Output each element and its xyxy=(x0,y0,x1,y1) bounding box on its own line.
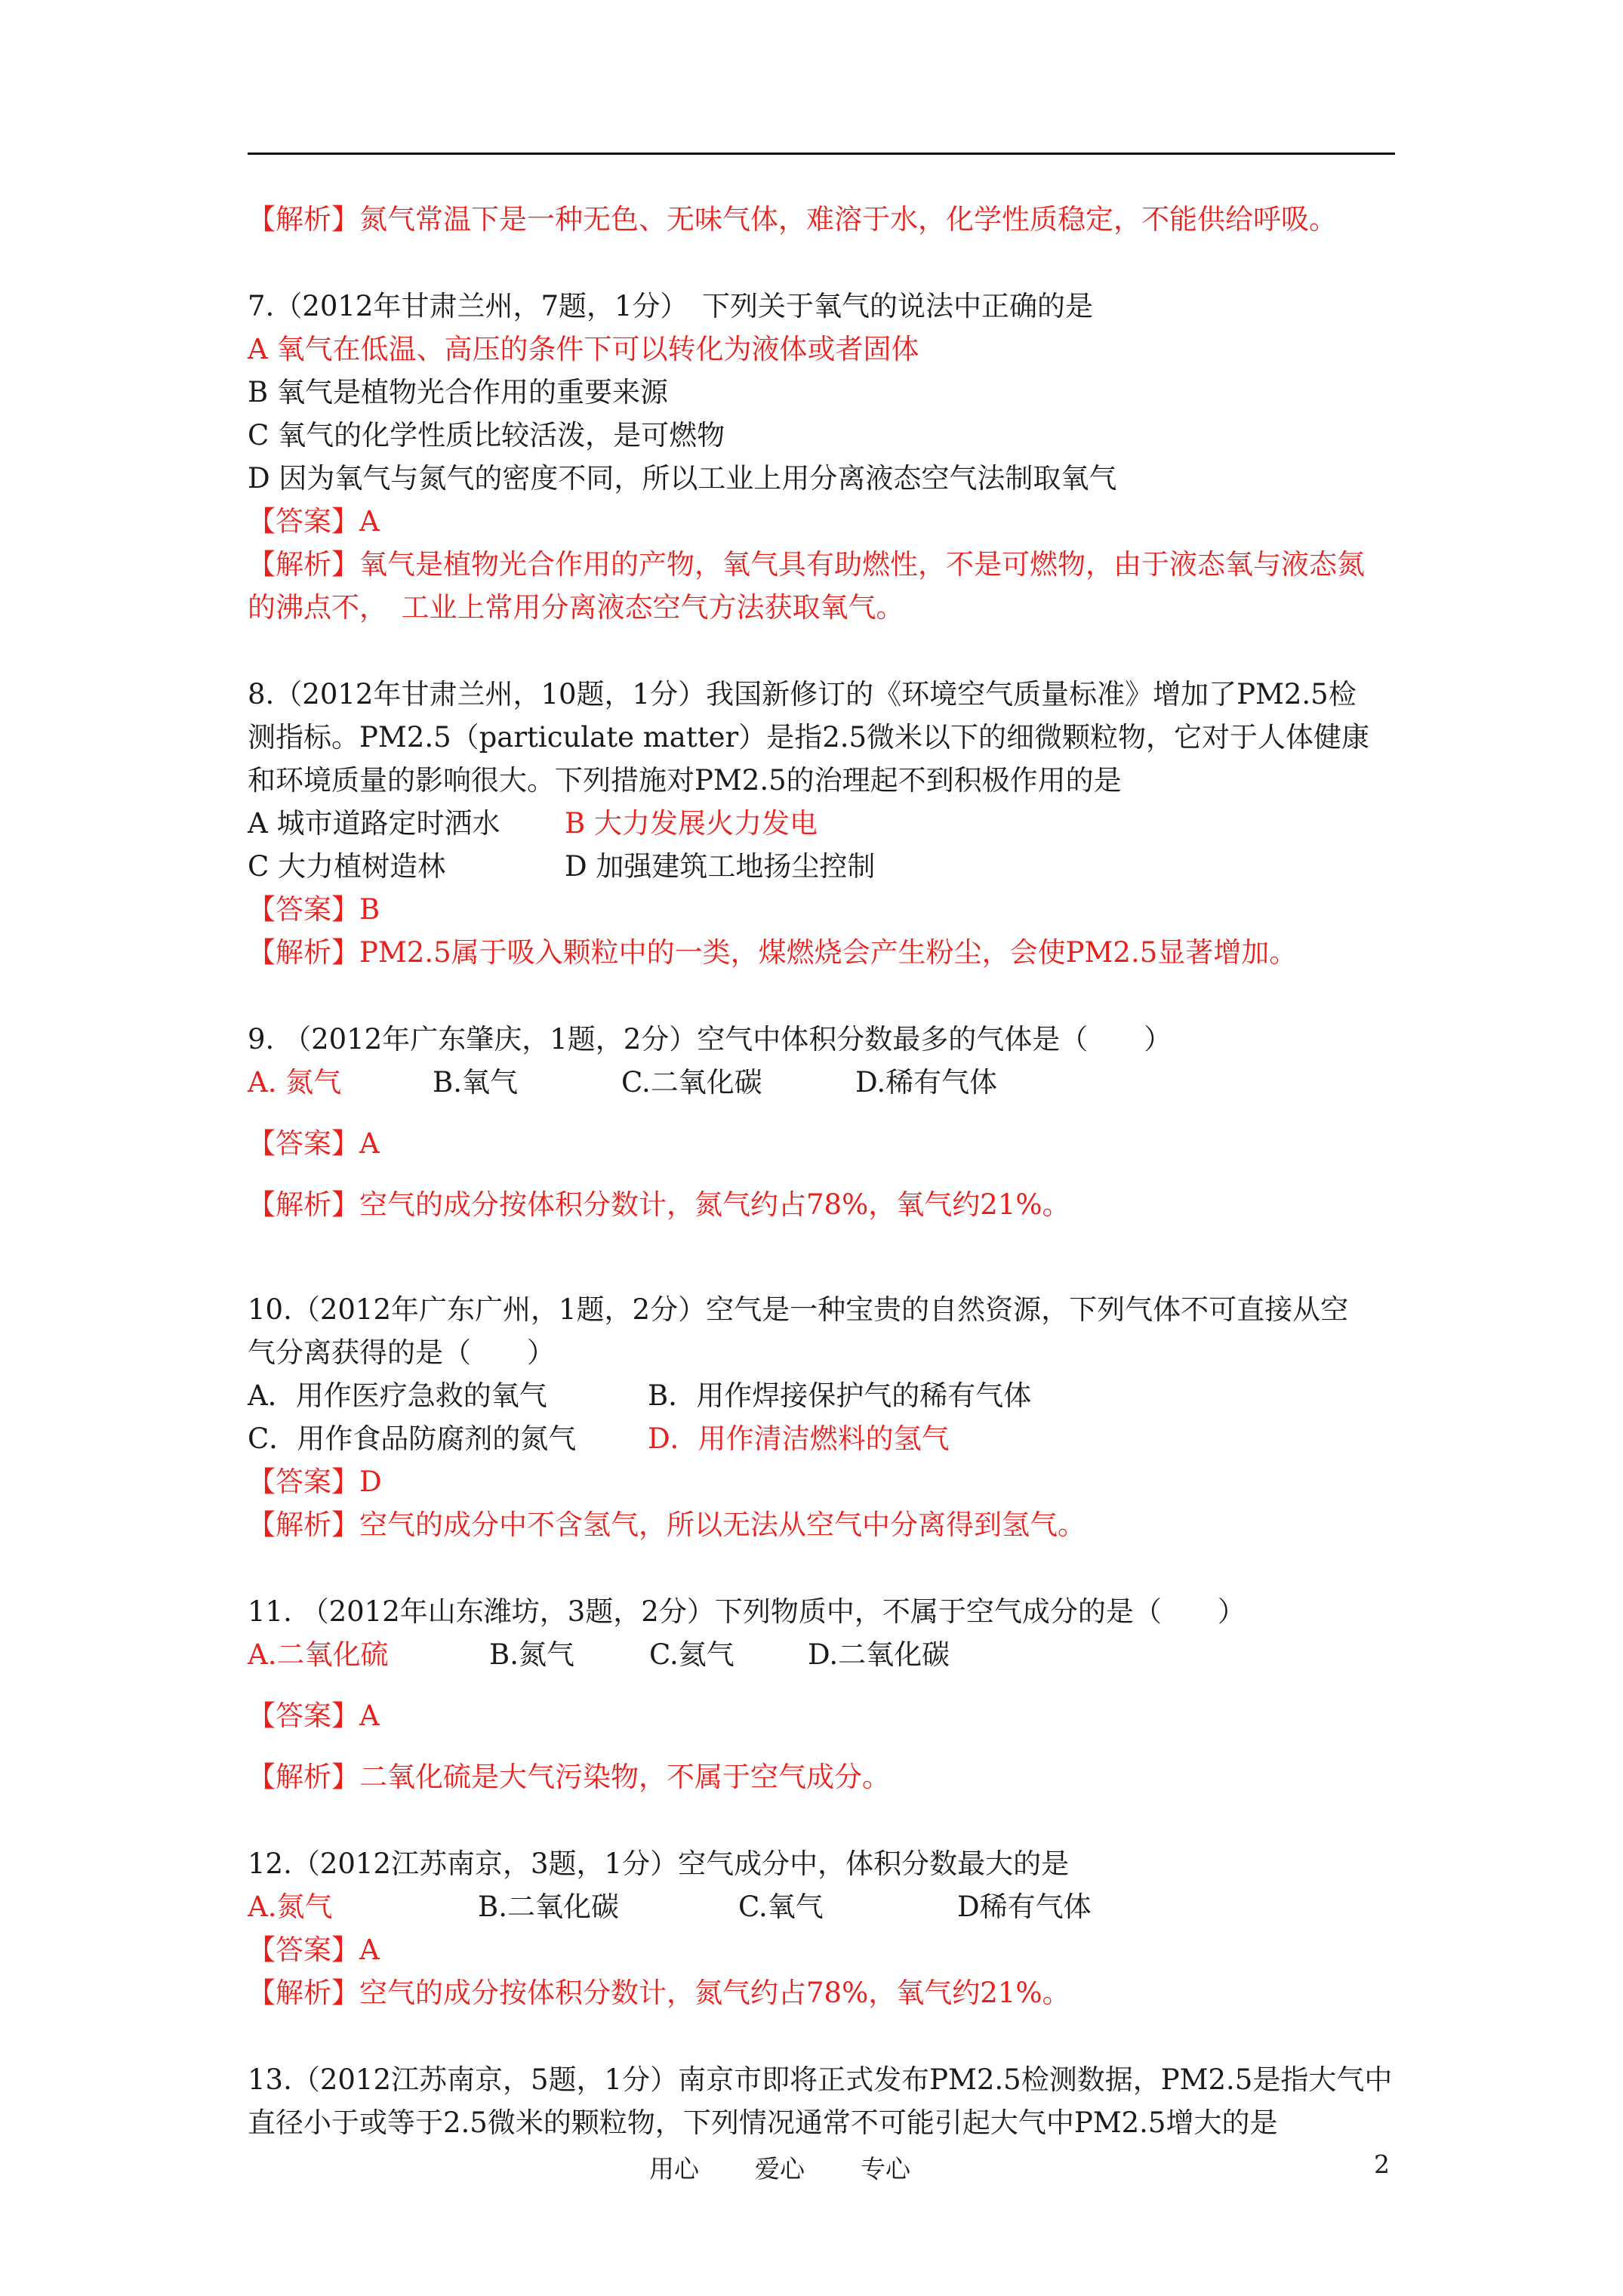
question-8-option-a: A 城市道路定时洒水 xyxy=(248,807,500,840)
question-12-option-b: B.二氧化碳 xyxy=(478,1891,619,1923)
question-10-option-b: B．用作焊接保护气的稀有气体 xyxy=(648,1379,1032,1412)
question-12-option-c: C.氧气 xyxy=(738,1891,824,1923)
question-9-options-row xyxy=(248,1061,1425,1104)
question-9-option-b: B.氧气 xyxy=(433,1066,518,1099)
question-8-analysis: 【解析】PM2.5属于吸入颗粒中的一类，煤燃烧会产生粉尘，会使PM2.5显著增加。 xyxy=(248,936,1298,969)
question-9-option-a: A. 氮气 xyxy=(248,1066,342,1099)
question-12-option-a: A.氮气 xyxy=(248,1891,333,1923)
question-7-analysis-line-1: 【解析】氧气是植物光合作用的产物，氧气具有助燃性，不是可燃物，由于液态氧与液态氮 xyxy=(248,548,1365,581)
document-body xyxy=(248,198,1425,2144)
question-11-analysis: 【解析】二氧化硫是大气污染物，不属于空气成分。 xyxy=(248,1761,890,1793)
question-9-answer: 【答案】A xyxy=(248,1127,380,1160)
question-10-answer: 【答案】D xyxy=(248,1465,382,1498)
footer-motto-2: 爱心 xyxy=(755,2154,805,2184)
question-7-option-c: C 氧气的化学性质比较活泼，是可燃物 xyxy=(248,419,725,451)
question-8-options-row-2 xyxy=(248,845,1425,888)
question-8-option-b: B 大力发展火力发电 xyxy=(565,807,818,840)
header-rule xyxy=(248,153,1395,155)
question-11-option-c: C.氦气 xyxy=(649,1638,735,1671)
question-8-option-d: D 加强建筑工地扬尘控制 xyxy=(565,850,876,883)
question-12-options-row xyxy=(248,1885,1425,1928)
question-10-stem-line-2: 气分离获得的是（ ） xyxy=(248,1336,555,1369)
question-9-stem: 9. （2012年广东肇庆，1题，2分）空气中体积分数最多的气体是（ ） xyxy=(248,1023,1172,1056)
footer-motto-3: 专心 xyxy=(861,2154,910,2184)
question-13-stem-line-1: 13.（2012江苏南京，5题，1分）南京市即将正式发布PM2.5检测数据，PM2.5是指大气中 xyxy=(248,2063,1393,2096)
question-12-analysis: 【解析】空气的成分按体积分数计，氮气约占78%，氧气约21%。 xyxy=(248,1977,1070,2009)
question-10-option-c: C．用作食品防腐剂的氮气 xyxy=(248,1422,577,1455)
question-12-answer: 【答案】A xyxy=(248,1934,380,1966)
question-7-answer: 【答案】A xyxy=(248,505,380,538)
question-8-option-c: C 大力植树造林 xyxy=(248,850,446,883)
question-10-option-a: A．用作医疗急救的氧气 xyxy=(248,1379,547,1412)
question-7-option-b: B 氧气是植物光合作用的重要来源 xyxy=(248,376,668,408)
question-10-stem-line-1: 10.（2012年广东广州，1题，2分）空气是一种宝贵的自然资源，下列气体不可直接从空 xyxy=(248,1293,1349,1326)
question-11-option-a: A.二氧化硫 xyxy=(248,1638,389,1671)
question-11-answer: 【答案】A xyxy=(248,1700,380,1732)
question-10-analysis: 【解析】空气的成分中不含氢气，所以无法从空气中分离得到氢气。 xyxy=(248,1509,1086,1541)
question-12-option-d: D稀有气体 xyxy=(957,1891,1092,1923)
question-8-answer: 【答案】B xyxy=(248,893,380,926)
question-11-stem: 11. （2012年山东潍坊，3题，2分）下列物质中，不属于空气成分的是（ ） xyxy=(248,1595,1246,1628)
question-7-analysis-line-2: 的沸点不， 工业上常用分离液态空气方法获取氧气。 xyxy=(248,591,904,624)
page-number: 2 xyxy=(1374,2150,1390,2179)
question-11-option-b: B.氮气 xyxy=(489,1638,574,1671)
question-11-options-row xyxy=(248,1633,1425,1676)
question-8-stem-line-1: 8.（2012年甘肃兰州，10题，1分）我国新修订的《环境空气质量标准》增加了PM2.5检 xyxy=(248,678,1357,710)
question-11-option-d: D.二氧化碳 xyxy=(808,1638,950,1671)
question-7-stem: 7.（2012年甘肃兰州，7题，1分） 下列关于氧气的说法中正确的是 xyxy=(248,290,1094,322)
footer-motto xyxy=(649,2150,966,2185)
question-12-stem: 12.（2012江苏南京，3题，1分）空气成分中，体积分数最大的是 xyxy=(248,1848,1070,1880)
question-13-stem-line-2: 直径小于或等于2.5微米的颗粒物，下列情况通常不可能引起大气中PM2.5增大的是 xyxy=(248,2106,1278,2139)
question-8-stem-line-2: 测指标。PM2.5（particulate matter）是指2.5微米以下的细微颗粒物，它对于人体健康 xyxy=(248,721,1370,754)
question-7-option-a: A 氧气在低温、高压的条件下可以转化为液体或者固体 xyxy=(248,333,919,365)
question-8-stem-line-3: 和环境质量的影响很大。下列措施对PM2.5的治理起不到积极作用的是 xyxy=(248,764,1122,797)
analysis-text: 【解析】氮气常温下是一种无色、无味气体，难溶于水，化学性质稳定，不能供给呼吸。 xyxy=(248,203,1337,236)
question-7-option-d: D 因为氧气与氮气的密度不同，所以工业上用分离液态空气法制取氧气 xyxy=(248,462,1117,495)
question-10-options-row-2 xyxy=(248,1417,1425,1460)
question-9-option-c: C.二氧化碳 xyxy=(621,1066,762,1099)
question-9-option-d: D.稀有气体 xyxy=(855,1066,998,1099)
question-8-options-row-1 xyxy=(248,802,1425,845)
question-10-option-d: D．用作清洁燃料的氢气 xyxy=(648,1422,950,1455)
question-9-analysis: 【解析】空气的成分按体积分数计，氮气约占78%，氧气约21%。 xyxy=(248,1188,1070,1221)
question-10-options-row-1 xyxy=(248,1374,1425,1417)
footer-motto-1: 用心 xyxy=(649,2154,699,2184)
